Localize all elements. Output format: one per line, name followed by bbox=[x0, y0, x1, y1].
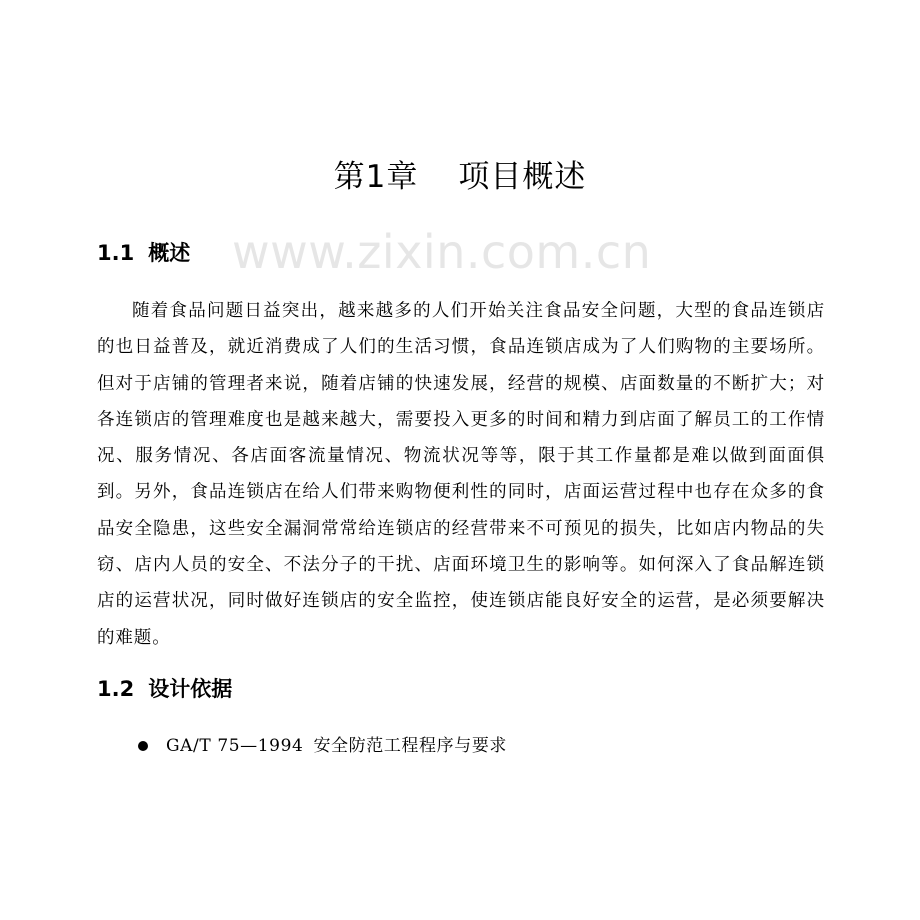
chapter-name: 项目概述 bbox=[458, 159, 587, 195]
design-basis-list bbox=[138, 731, 507, 761]
section-title: 设计依据 bbox=[148, 677, 233, 701]
standard-code: GA/T 75—1994 bbox=[166, 736, 304, 756]
chapter-number: 第1章 bbox=[333, 159, 419, 195]
section-number: 1.1 bbox=[97, 241, 135, 265]
watermark: www.zixin.com.cn bbox=[232, 225, 652, 279]
section-heading-overview bbox=[97, 238, 190, 268]
standard-title: 安全防范工程程序与要求 bbox=[313, 736, 508, 756]
section-title: 概述 bbox=[148, 241, 191, 265]
chapter-title bbox=[0, 155, 920, 199]
overview-paragraph: 随着食品问题日益突出，越来越多的人们开始关注食品安全问题，大型的食品连锁店的也日益普及，就近消费成了人们的生活习惯，食品连锁店成为了人们购物的主要场所。但对于店铺的管理者来说，随着店铺的快速发展，经营的规模、店面数量的不断扩大；对各连锁店的管理难度也是越来越大，需要投入更多的时间和精力到店面了解员工的工作情况、服务情况、各店面客流量情况、物流状况等等，限于其工作量都是难以做到面面俱到。另外，食品连锁店在给人们带来购物便利性的同时，店面运营过程中也存在众多的食品安全隐患，这些安全漏洞常常给连锁店的经营带来不可预见的损失，比如店内物品的失窃、店内人员的安全、不法分子的干扰、店面环境卫生的影响等。如何深入了食品解连锁店的运营状况，同时做好连锁店的安全监控，使连锁店能良好安全的运营，是必须要解决的难题。 bbox=[97, 301, 825, 648]
section-heading-design-basis bbox=[97, 674, 232, 704]
bullet-icon bbox=[138, 741, 148, 751]
section-number: 1.2 bbox=[97, 677, 135, 701]
list-item bbox=[138, 731, 507, 761]
